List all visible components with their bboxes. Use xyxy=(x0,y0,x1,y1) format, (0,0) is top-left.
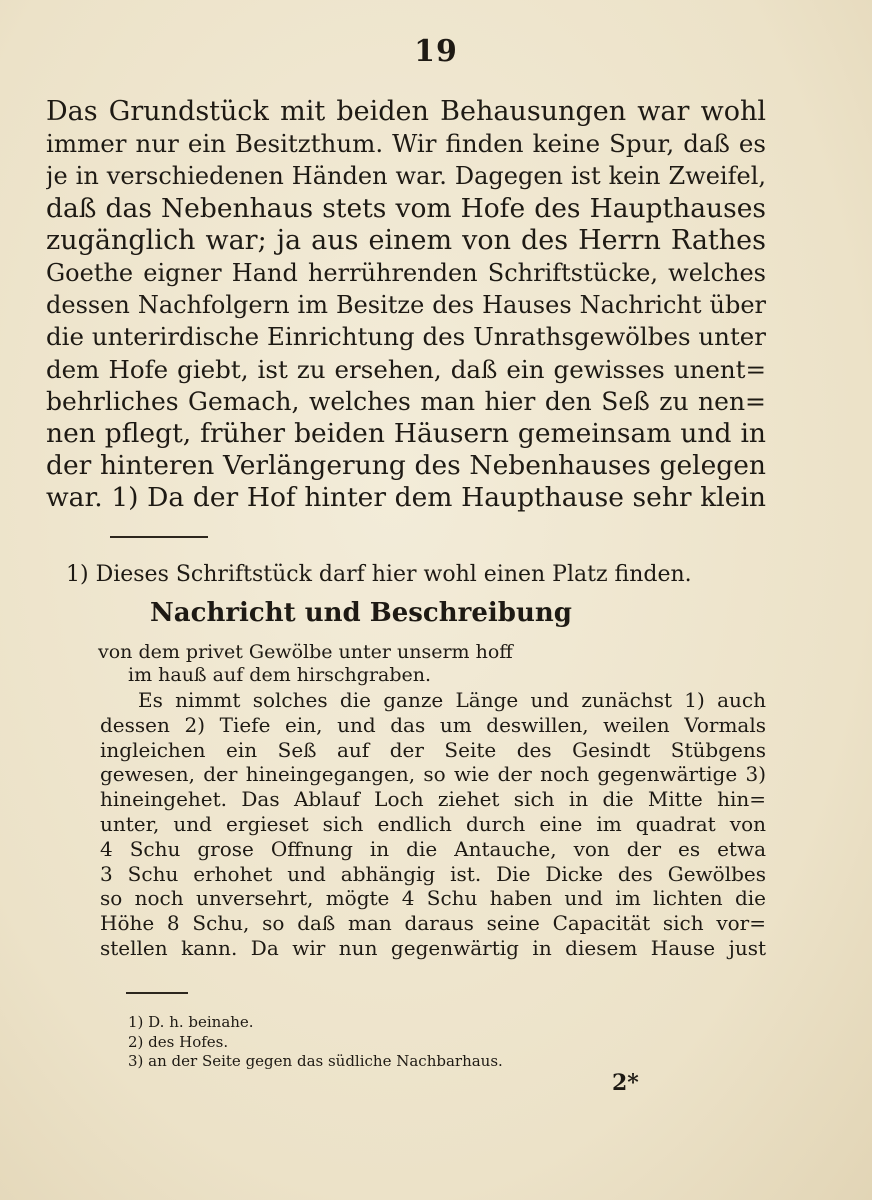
signature-mark: 2* xyxy=(612,1070,639,1096)
document-subheading: im hauß auf dem hirschgraben. xyxy=(128,664,432,686)
document-subheading: von dem privet Gewölbe unter unserm hoff xyxy=(98,641,513,663)
text-line: die unterirdische Einrichtung des Unrathsgewölbes unter xyxy=(46,322,766,352)
document-line: gewesen, der hineingegangen, so wie der noch gegenwärtige 3) xyxy=(100,762,766,787)
text-line: zugänglich war; ja aus einem von des Herrn Rathes xyxy=(46,224,766,256)
document-line: Es nimmt solches die ganze Länge und zunächst 1) auch xyxy=(138,688,766,712)
text-line: behrliches Gemach, welches man hier den Seß zu nen= xyxy=(46,386,766,416)
footnote-intro: 1) Dieses Schriftstück darf hier wohl einen Platz finden. xyxy=(66,562,692,587)
text-line: immer nur ein Besitzthum. Wir finden keine Spur, daß es xyxy=(46,129,766,159)
document-line: dessen 2) Tiefe ein, und das um deswillen, weilen Vormals xyxy=(100,712,766,737)
page-number: 19 xyxy=(414,34,458,69)
text-line: war. 1) Da der Hof hinter dem Haupthause sehr klein xyxy=(46,482,766,514)
document-line: stellen kann. Da wir nun gegenwärtig in diesem Hause just xyxy=(100,935,766,960)
sub-footnotes xyxy=(128,1013,503,1072)
document-line: Höhe 8 Schu, so daß man daraus seine Capacität sich vor= xyxy=(100,911,766,936)
document-line: unter, und ergieset sich endlich durch eine im quadrat von xyxy=(100,811,766,836)
document-line: 3 Schu erhohet und abhängig ist. Die Dicke des Gewölbes xyxy=(100,861,766,886)
text-line: dessen Nachfolgern im Besitze des Hauses Nachricht über xyxy=(46,291,766,320)
document-line: hineingehet. Das Ablauf Loch ziehet sich in die Mitte hin= xyxy=(100,787,766,812)
document-line: ingleichen ein Seß auf der Seite des Gesindt Stübgens xyxy=(100,737,766,762)
sub-footnote: 3) an der Seite gegen das südliche Nachbarhaus. xyxy=(128,1052,503,1070)
document-line: 4 Schu grose Offnung in die Antauche, von der es etwa xyxy=(100,836,766,861)
text-line: dem Hofe giebt, ist zu ersehen, daß ein gewisses unent= xyxy=(46,354,766,384)
text-line: der hinteren Verlängerung des Nebenhauses gelegen xyxy=(46,450,766,482)
footnote-divider xyxy=(110,536,208,538)
text-line: Das Grundstück mit beiden Behausungen war wohl xyxy=(46,96,766,127)
text-line: daß das Nebenhaus stets vom Hofe des Haupthauses xyxy=(46,192,766,224)
document-line: so noch unversehrt, mögte 4 Schu haben und im lichten die xyxy=(100,886,766,911)
sub-footnote-divider xyxy=(126,992,188,994)
main-text-block xyxy=(46,96,766,515)
document-text-block xyxy=(100,688,766,961)
text-line: Goethe eigner Hand herrührenden Schriftstücke, welches xyxy=(46,259,766,288)
text-line: nen pflegt, früher beiden Häusern gemeinsam und in xyxy=(46,418,766,450)
sub-footnote: 2) des Hofes. xyxy=(128,1032,229,1051)
text-line: je in verschiedenen Händen war. Dagegen ist kein Zweifel, xyxy=(46,162,766,191)
document-heading: Nachricht und Beschreibung xyxy=(150,598,572,628)
sub-footnote: 1) D. h. beinahe. xyxy=(128,1013,254,1031)
